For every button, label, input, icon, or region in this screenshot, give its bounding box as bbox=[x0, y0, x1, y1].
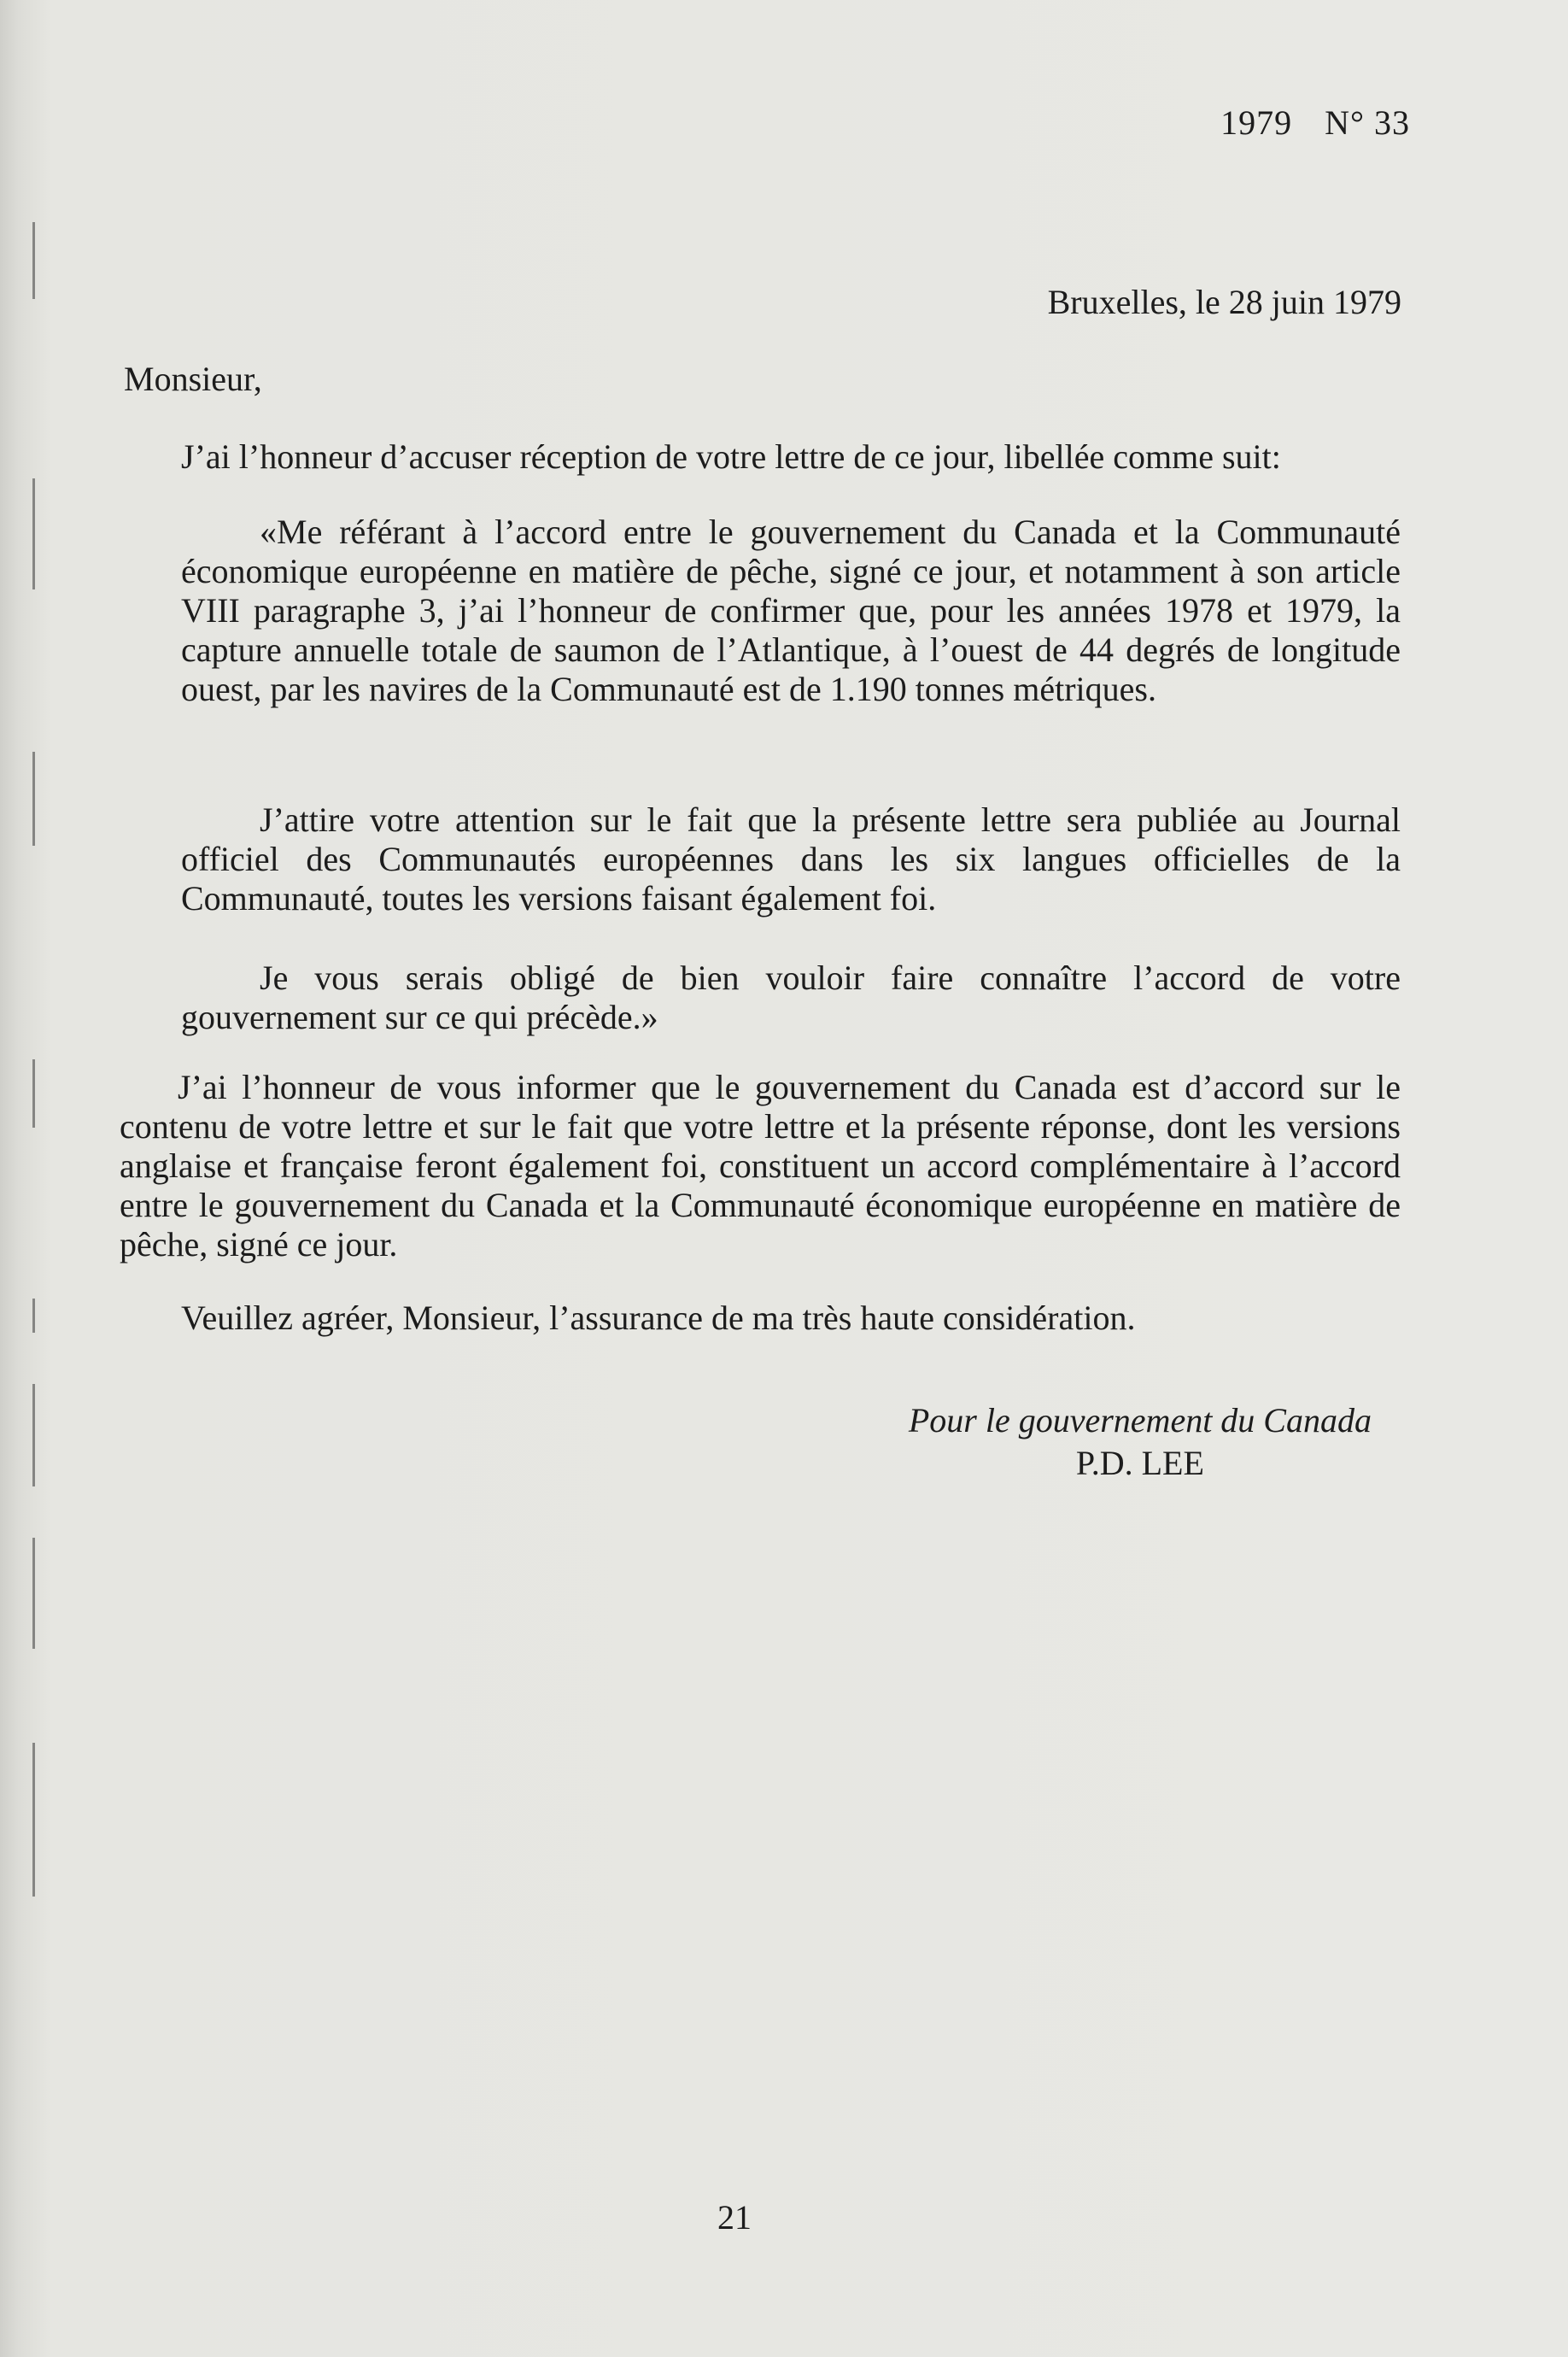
binding-mark bbox=[32, 222, 35, 299]
binding-mark bbox=[32, 1538, 35, 1649]
binding-mark bbox=[32, 752, 35, 846]
paragraph-reply bbox=[120, 1068, 1401, 1264]
page-number: 21 bbox=[717, 2198, 752, 2237]
paragraph-closing: Veuillez agréer, Monsieur, l’assurance de ma très haute considération. bbox=[181, 1299, 1136, 1337]
signature-block bbox=[909, 1399, 1372, 1485]
paragraph-reply-text: J’ai l’honneur de vous informer que le gouvernement du Canada est d’accord sur le contenu de votre lettre et sur le fait que votre lettre et la présente réponse, dont les versions anglaise et française feront également foi, constituent un accord complémentaire à l’accord entre le gouvernement du Canada et la Communauté économique européenne en matière de pêche, signé ce jour. bbox=[120, 1068, 1401, 1264]
signatory-name: P.D. LEE bbox=[1075, 1444, 1204, 1482]
binding-mark bbox=[32, 1384, 35, 1486]
paragraph-quoted-letter-3: Je vous serais obligé de bien vouloir faire connaître l’accord de votre gouvernement sur ce qui précède.» bbox=[181, 959, 1401, 1036]
document-reference bbox=[1220, 103, 1410, 143]
reference-year: 1979 bbox=[1220, 103, 1293, 142]
signature-on-behalf: Pour le gouvernement du Canada bbox=[908, 1401, 1372, 1439]
paragraph-acknowledgement: J’ai l’honneur d’accuser réception de votre lettre de ce jour, libellée comme suit: bbox=[181, 437, 1281, 476]
reference-number: N° 33 bbox=[1325, 103, 1410, 142]
paragraph-quoted-letter-1: «Me référant à l’accord entre le gouvernement du Canada et la Communauté économique européenne en matière de pêche, signé ce jour, et notamment à son article VIII paragraphe 3, j’ai l’honneur de confirmer que, pour les années 1978 et 1979, la capture annuelle totale de saumon de l’Atlantique, à l’ouest de 44 degrés de longitude ouest, par les navires de la Communauté est de 1.190 tonnes métriques. bbox=[181, 513, 1401, 708]
binding-mark bbox=[32, 478, 35, 589]
salutation: Monsieur, bbox=[124, 360, 262, 398]
binding-mark bbox=[32, 1299, 35, 1333]
place-and-date: Bruxelles, le 28 juin 1979 bbox=[1047, 283, 1401, 321]
paragraph-quoted-letter-2: J’attire votre attention sur le fait que la présente lettre sera publiée au Journal officiel des Communautés européennes dans les six langues officielles de la Communauté, toutes les versions faisant également foi. bbox=[181, 800, 1401, 918]
binding-mark bbox=[32, 1059, 35, 1128]
binding-mark bbox=[32, 1743, 35, 1897]
